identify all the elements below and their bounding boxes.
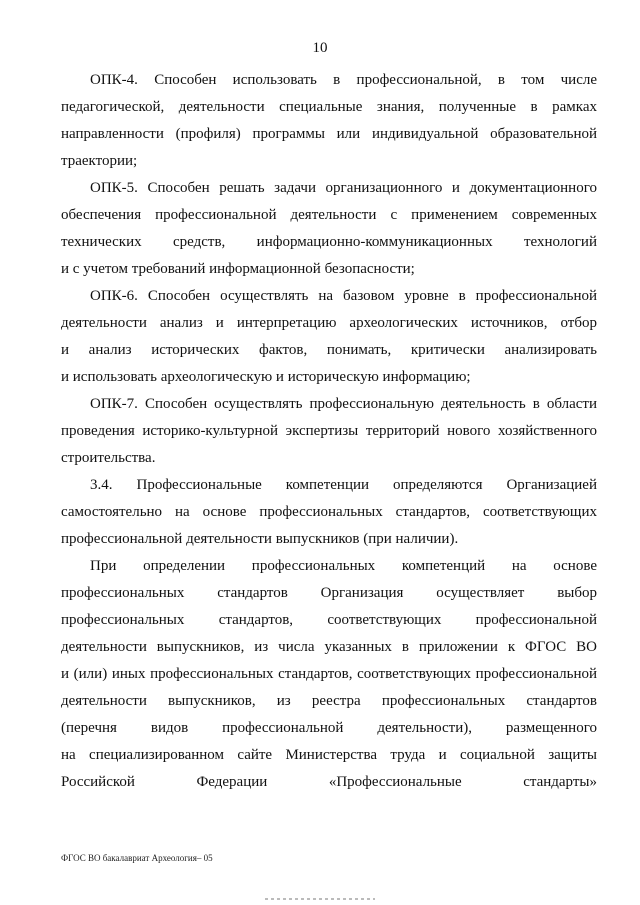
text-line: и использовать археологическую и историческую информацию; — [61, 369, 471, 385]
text-line: При определении профессиональных компетенций на основе — [90, 558, 597, 574]
text-line: и (или) иных профессиональных стандартов, соответствующих профессиональной — [61, 666, 597, 682]
paragraph — [61, 283, 597, 391]
paragraph — [61, 175, 597, 283]
text-line: профессиональной деятельности выпускников (при наличии). — [61, 531, 459, 547]
text-line: 3.4. Профессиональные компетенции определяются Организацией — [90, 477, 597, 493]
text-line: Российской Федерации «Профессиональные стандарты» — [61, 774, 597, 790]
paragraph — [61, 391, 597, 472]
document-footer: ФГОС ВО бакалавриат Археология– 05 — [61, 853, 213, 863]
text-line: обеспечения профессиональной деятельности с применением современных — [61, 207, 597, 223]
text-line: проведения историко-культурной экспертизы территорий нового хозяйственного — [61, 423, 597, 439]
text-line: технических средств, информационно-коммуникационных технологий — [61, 234, 597, 250]
text-line: строительства. — [61, 450, 156, 466]
text-line: ОПК-6. Способен осуществлять на базовом уровне в профессиональной — [90, 288, 597, 304]
paragraph — [61, 553, 597, 796]
text-line: направленности (профиля) программы или индивидуальной образовательной — [61, 126, 597, 142]
text-line: и анализ исторических фактов, понимать, критически анализировать — [61, 342, 597, 358]
paragraph — [61, 67, 597, 175]
text-line: деятельности выпускников, из числа указанных в приложении к ФГОС ВО — [61, 639, 597, 655]
text-line: ОПК-4. Способен использовать в профессиональной, в том числе — [90, 72, 597, 88]
text-line: ОПК-5. Способен решать задачи организационного и документационного — [90, 180, 597, 196]
page-number: 10 — [312, 40, 328, 56]
text-line: самостоятельно на основе профессиональных стандартов, соответствующих — [61, 504, 597, 520]
text-line: деятельности анализ и интерпретацию археологических источников, отбор — [61, 315, 597, 331]
text-line: траектории; — [61, 153, 138, 169]
text-line: и с учетом требований информационной безопасности; — [61, 261, 415, 277]
text-line: профессиональных стандартов Организация осуществляет выбор — [61, 585, 597, 601]
text-line: ОПК-7. Способен осуществлять профессиональную деятельность в области — [90, 396, 597, 412]
paragraph — [61, 472, 597, 553]
text-line: педагогической, деятельности специальные знания, полученные в рамках — [61, 99, 597, 115]
text-line: профессиональных стандартов, соответствующих профессиональной — [61, 612, 597, 628]
scan-edge-mark — [265, 898, 375, 900]
document-body — [61, 67, 597, 796]
text-line: (перечня видов профессиональной деятельности), размещенного — [61, 720, 597, 736]
text-line: на специализированном сайте Министерства труда и социальной защиты — [61, 747, 597, 763]
text-line: деятельности выпускников, из реестра профессиональных стандартов — [61, 693, 597, 709]
